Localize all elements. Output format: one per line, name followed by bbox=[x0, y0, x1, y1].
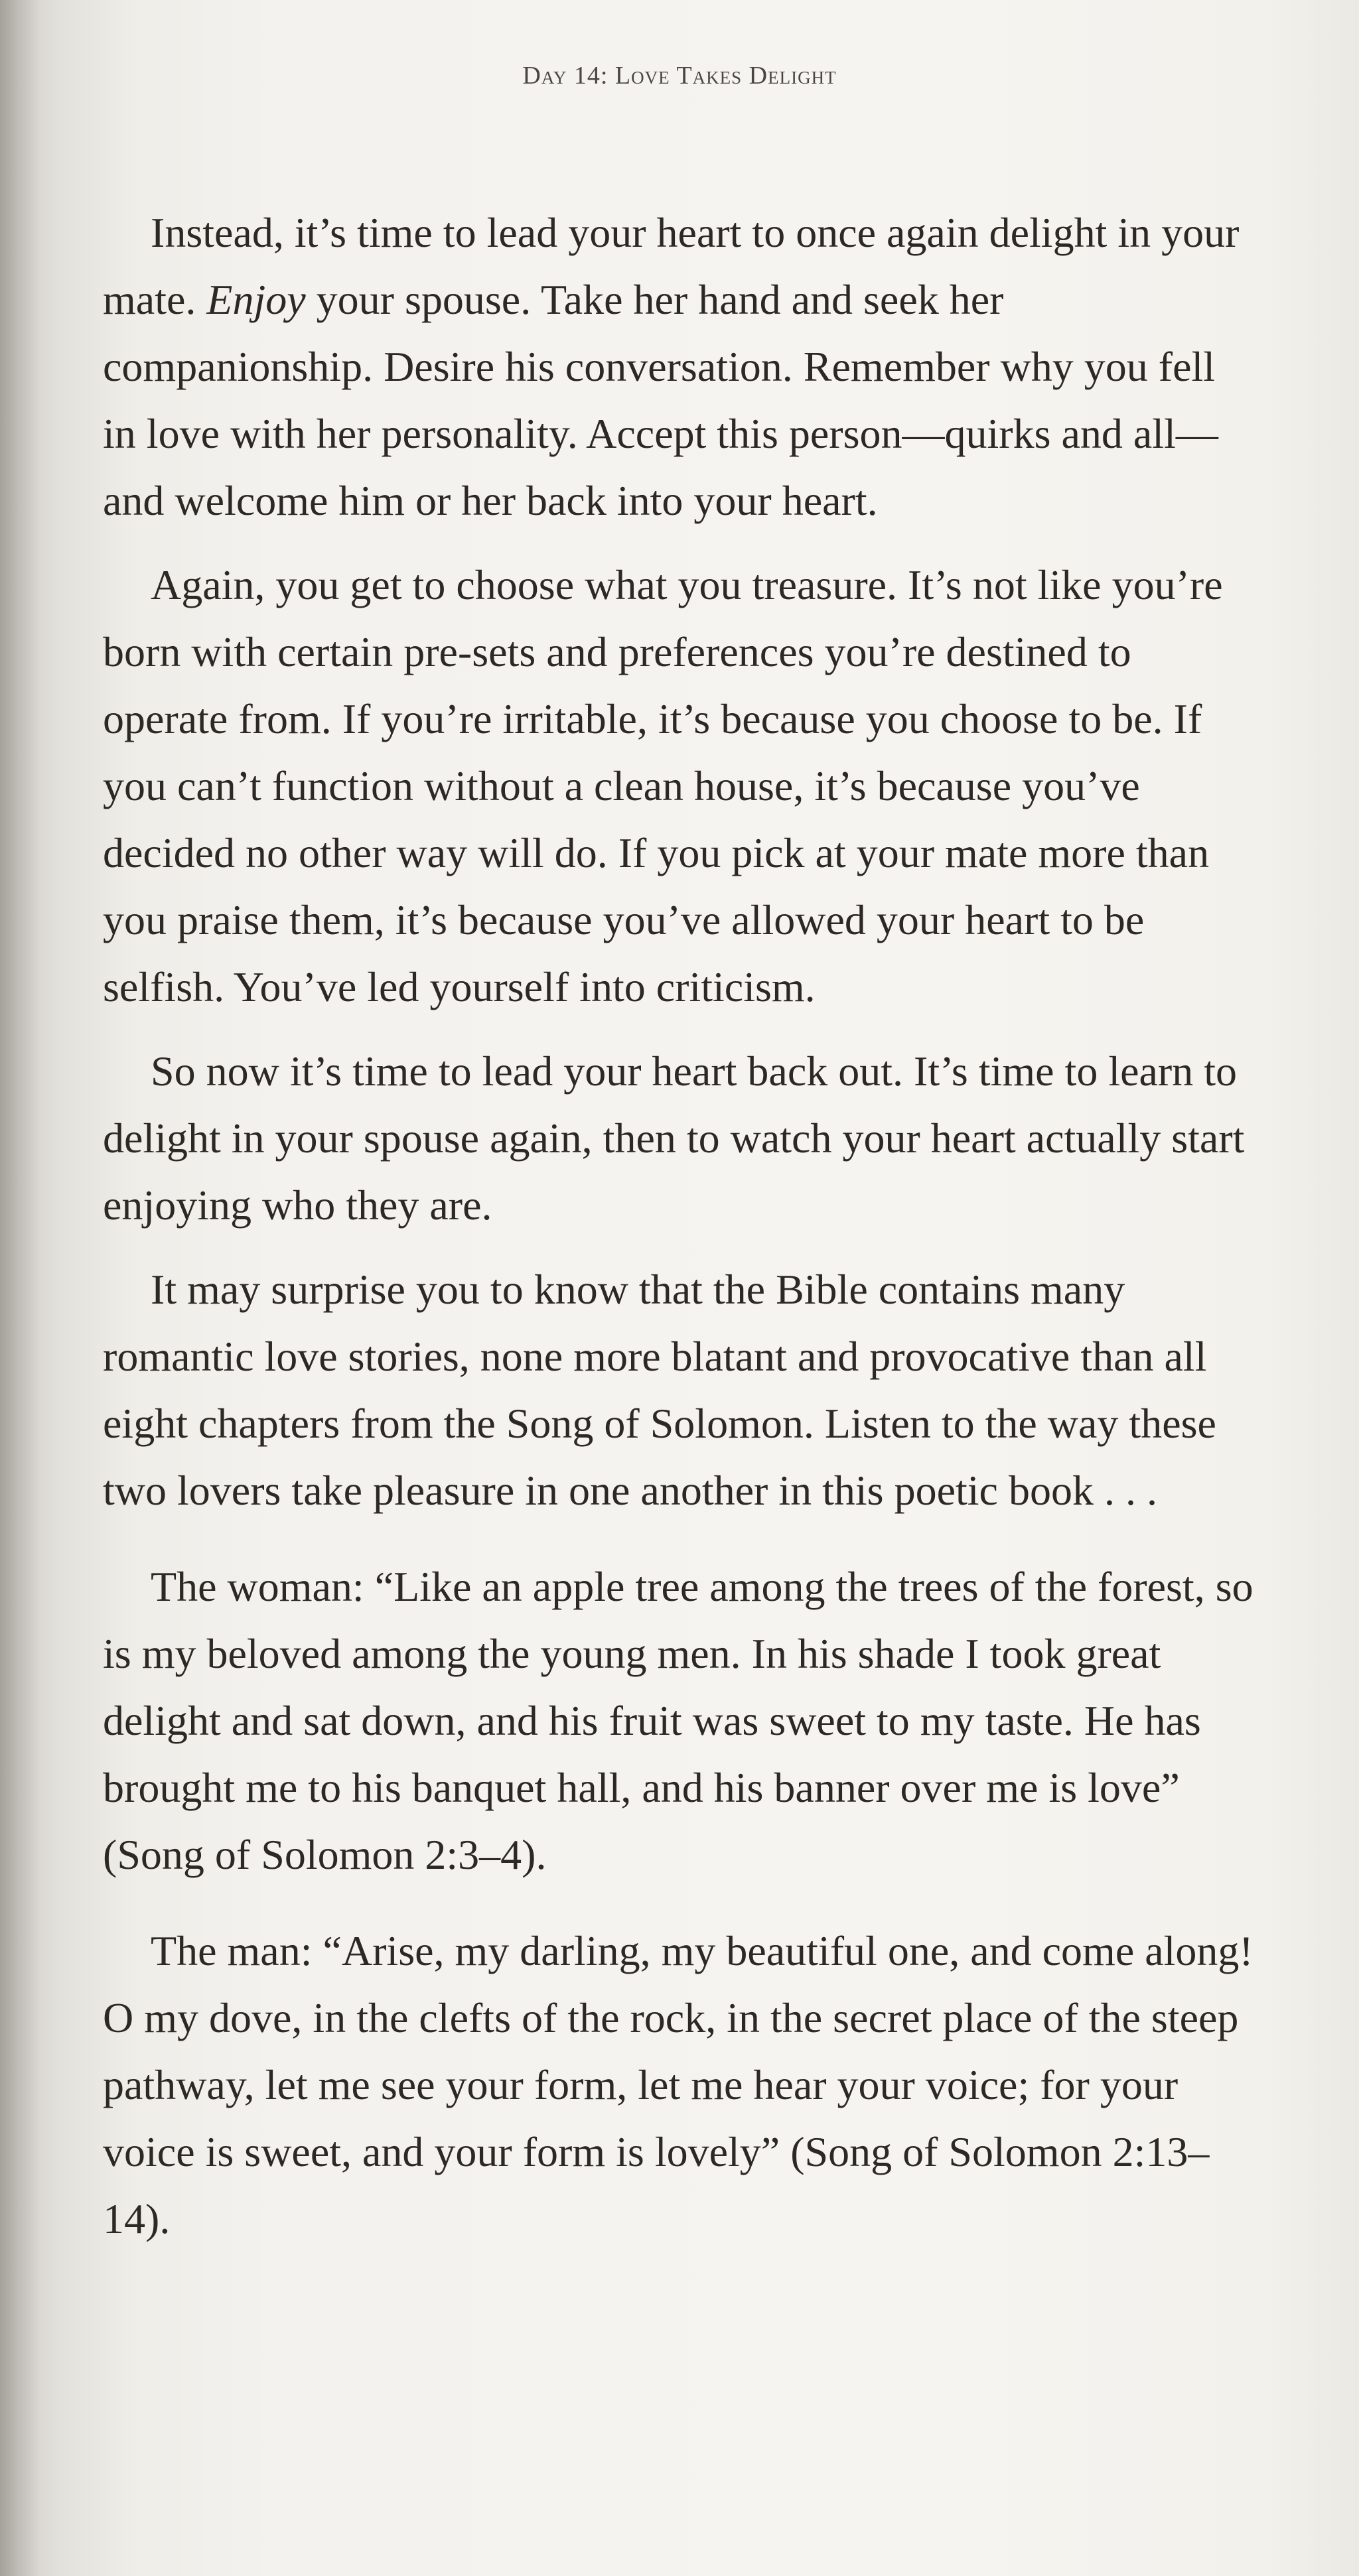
paragraph-4: It may surprise you to know that the Bible contains many romantic love stories, none more blatant and provocative than all eight chapters from the Song of Solomon. Listen to the way these two lovers take pleasure in one another in this poetic book . . . bbox=[103, 1266, 1216, 1514]
paragraph-5: The woman: “Like an apple tree among the trees of the forest, so is my beloved among the young men. In his shade I took great delight and sat down, and his fruit was sweet to my taste. He has brought me to his banquet hall, and his banner over me is love” (Song of Solomon 2:3–4). bbox=[103, 1563, 1253, 1878]
body-text bbox=[103, 199, 1257, 2270]
paragraph-1-emphasis: Enjoy bbox=[206, 276, 306, 323]
running-head: Day 14: Love Takes Delight bbox=[522, 62, 837, 90]
paragraph-1-before: Instead, it’s time to lead your heart to once again delight in your mate. bbox=[103, 209, 1240, 323]
paragraph-6: The man: “Arise, my darling, my beautiful one, and come along! O my dove, in the clefts of the rock, in the secret place of the steep pathway, let me see your form, let me hear your voice; for your voice is sweet, and your form is lovely” (Song of Solomon 2:13–14). bbox=[103, 1927, 1253, 2242]
paragraph-3: So now it’s time to lead your heart back out. It’s time to learn to delight in your spouse again, then to watch your heart actually start enjoying who they are. bbox=[103, 1048, 1245, 1229]
spine-shadow bbox=[0, 0, 40, 2576]
paragraph-2: Again, you get to choose what you treasure. It’s not like you’re born with certain pre-sets and preferences you’re destined to operate from. If you’re irritable, it’s because you choose to be. If you can’t function without a clean house, it’s because you’ve decided no other way will do. If you pick at your mate more than you praise them, it’s because you’ve allowed your heart to be selfish. You’ve led yourself into criticism. bbox=[103, 561, 1223, 1010]
paragraph-1-after: your spouse. Take her hand and seek her companionship. Desire his conversation. Remember why you fell in love with her personality. Accept this person—quirks and all—and welcome him or her back into your heart. bbox=[103, 276, 1218, 524]
paragraph-1 bbox=[103, 199, 1257, 534]
